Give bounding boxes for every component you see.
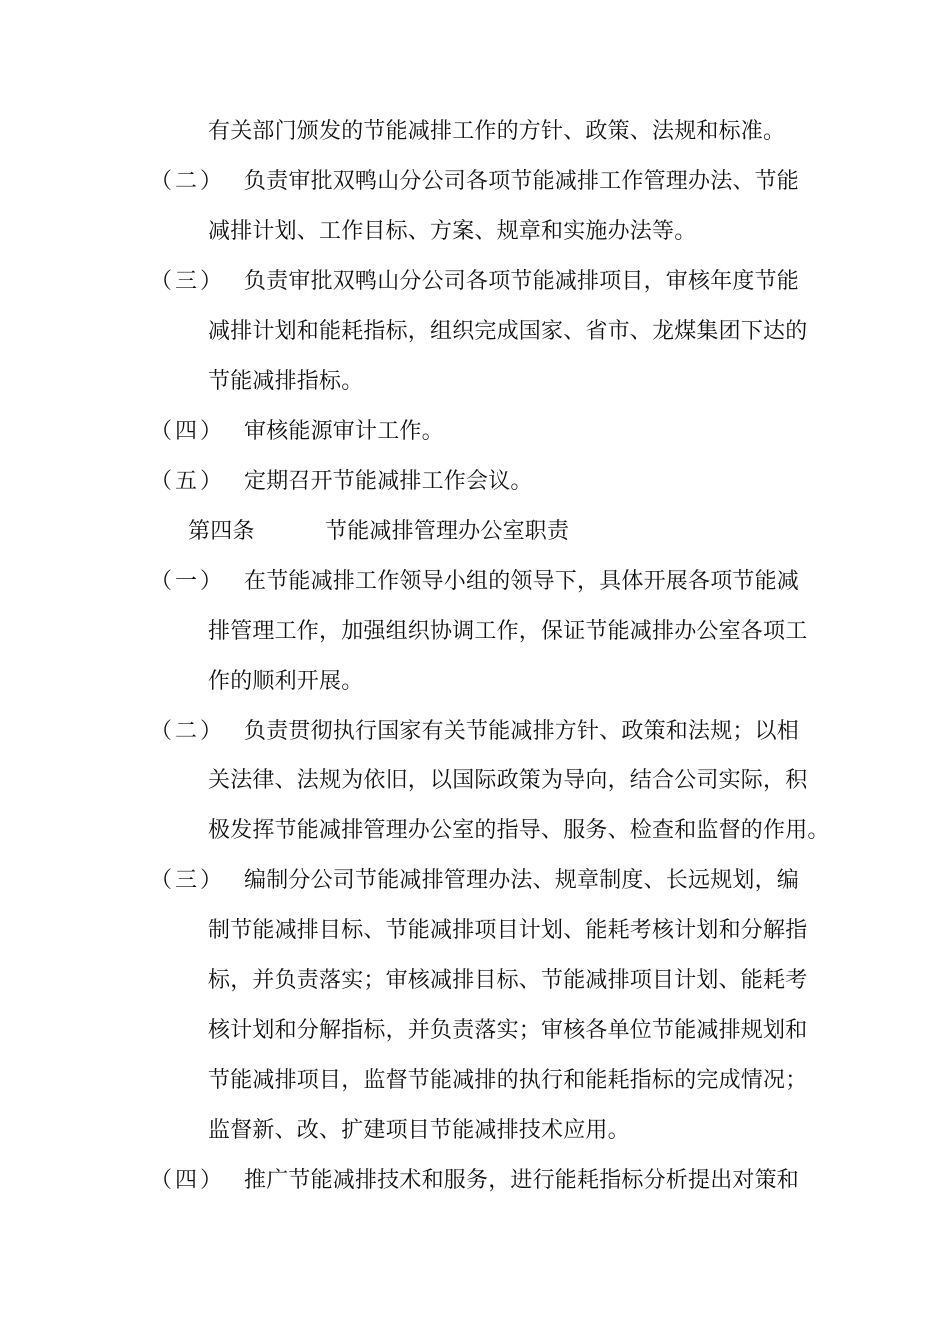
paragraph-line: 推广节能减排技术和服务，进行能耗指标分析提出对策和 bbox=[244, 1168, 800, 1193]
paragraph-line: 核计划和分解指标，并负责落实；审核各单位节能减排规划和 bbox=[208, 1018, 808, 1043]
item-number: （二） bbox=[150, 719, 226, 744]
item-number: （三） bbox=[150, 269, 226, 294]
paragraph-line: 节能减排指标。 bbox=[208, 369, 364, 394]
item-number: （四） bbox=[150, 1168, 226, 1193]
paragraph-line: 负责贯彻执行国家有关节能减排方针、政策和法规；以相 bbox=[244, 719, 800, 744]
paragraph-line: 极发挥节能减排管理办公室的指导、服务、检查和监督的作用。 bbox=[208, 818, 830, 843]
paragraph-line: 减排计划和能耗指标，组织完成国家、省市、龙煤集团下达的 bbox=[208, 319, 808, 344]
paragraph-line: 定期召开节能减排工作会议。 bbox=[244, 469, 533, 494]
paragraph-line: 负责审批双鸭山分公司各项节能减排工作管理办法、节能 bbox=[244, 169, 800, 194]
paragraph-line: 编制分公司节能减排管理办法、规章制度、长远规划，编 bbox=[244, 868, 800, 893]
paragraph-line: 审核能源审计工作。 bbox=[244, 419, 444, 444]
paragraph-line: 作的顺利开展。 bbox=[208, 669, 364, 694]
paragraph-line: 关法律、法规为依旧，以国际政策为导向，结合公司实际，积 bbox=[208, 768, 808, 793]
item-number: （三） bbox=[150, 868, 226, 893]
item-number: （二） bbox=[150, 169, 226, 194]
item-number: （一） bbox=[150, 569, 226, 594]
paragraph-line: 监督新、改、扩建项目节能减排技术应用。 bbox=[208, 1118, 630, 1143]
paragraph-line: 负责审批双鸭山分公司各项节能减排项目，审核年度节能 bbox=[244, 269, 800, 294]
paragraph-line: 标，并负责落实；审核减排目标、节能减排项目计划、能耗考 bbox=[208, 968, 808, 993]
paragraph-line: 减排计划、工作目标、方案、规章和实施办法等。 bbox=[208, 219, 697, 244]
paragraph-line: 节能减排项目，监督节能减排的执行和能耗指标的完成情况； bbox=[208, 1068, 808, 1093]
item-number: （五） bbox=[150, 469, 226, 494]
item-number: （四） bbox=[150, 419, 226, 444]
article-title: 节能减排管理办公室职责 bbox=[325, 519, 570, 544]
paragraph-line: 有关部门颁发的节能减排工作的方针、政策、法规和标准。 bbox=[208, 119, 786, 144]
paragraph-line: 在节能减排工作领导小组的领导下，具体开展各项节能减 bbox=[244, 569, 800, 594]
article-number: 第四条 bbox=[188, 519, 255, 544]
paragraph-line: 排管理工作，加强组织协调工作，保证节能减排办公室各项工 bbox=[208, 619, 808, 644]
paragraph-line: 制节能减排目标、节能减排项目计划、能耗考核计划和分解指 bbox=[208, 918, 808, 943]
